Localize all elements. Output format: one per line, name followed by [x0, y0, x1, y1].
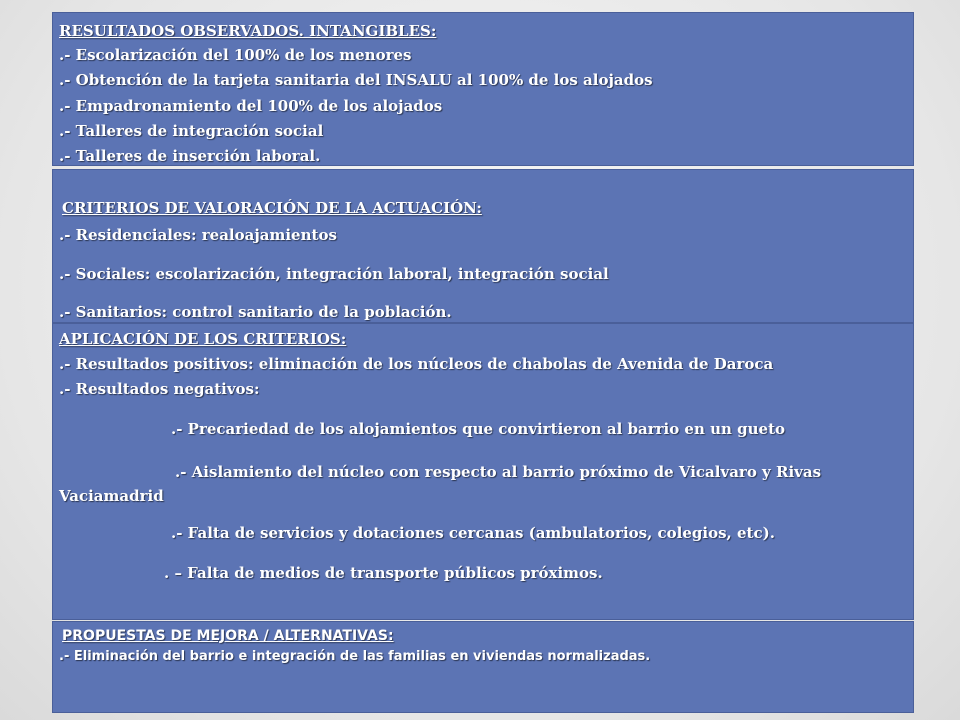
- application-item: .- Resultados positivos: eliminación de los núcleos de chabolas de Avenida de Daroca: [59, 355, 774, 373]
- criteria-item: .- Sociales: escolarización, integración laboral, integración social: [59, 265, 609, 283]
- application-heading: APLICACIÓN DE LOS CRITERIOS:: [59, 330, 347, 348]
- results-item: .- Talleres de integración social: [59, 122, 324, 140]
- results-item: .- Talleres de inserción laboral.: [59, 147, 321, 165]
- application-subitem: .- Falta de servicios y dotaciones cercanas (ambulatorios, colegios, etc).: [171, 524, 775, 542]
- results-intangibles-box: [52, 12, 914, 166]
- criteria-box: [52, 169, 914, 323]
- criteria-item: .- Sanitarios: control sanitario de la población.: [59, 303, 452, 321]
- proposals-heading: PROPUESTAS DE MEJORA / ALTERNATIVAS:: [62, 628, 394, 644]
- application-subitem: .- Precariedad de los alojamientos que convirtieron al barrio en un gueto: [171, 420, 786, 438]
- improvement-proposals-box: [52, 621, 914, 713]
- results-item: .- Empadronamiento del 100% de los alojados: [59, 97, 443, 115]
- results-heading: RESULTADOS OBSERVADOS. INTANGIBLES:: [59, 22, 437, 40]
- criteria-item: .- Residenciales: realoajamientos: [59, 226, 337, 244]
- proposals-item: .- Eliminación del barrio e integración de las familias en viviendas normalizadas.: [59, 649, 651, 664]
- application-subitem: .- Aislamiento del núcleo con respecto al barrio próximo de Vicalvaro y Rivas Vaciamadrid: [59, 463, 822, 505]
- results-item: .- Escolarización del 100% de los menores: [59, 46, 412, 64]
- application-item: .- Resultados negativos:: [59, 380, 260, 398]
- results-item: .- Obtención de la tarjeta sanitaria del INSALU al 100% de los alojados: [59, 71, 653, 89]
- criteria-heading: CRITERIOS DE VALORACIÓN DE LA ACTUACIÓN:: [62, 199, 482, 217]
- application-subitem: . – Falta de medios de transporte públicos próximos.: [164, 564, 603, 582]
- criteria-application-box: [52, 323, 914, 620]
